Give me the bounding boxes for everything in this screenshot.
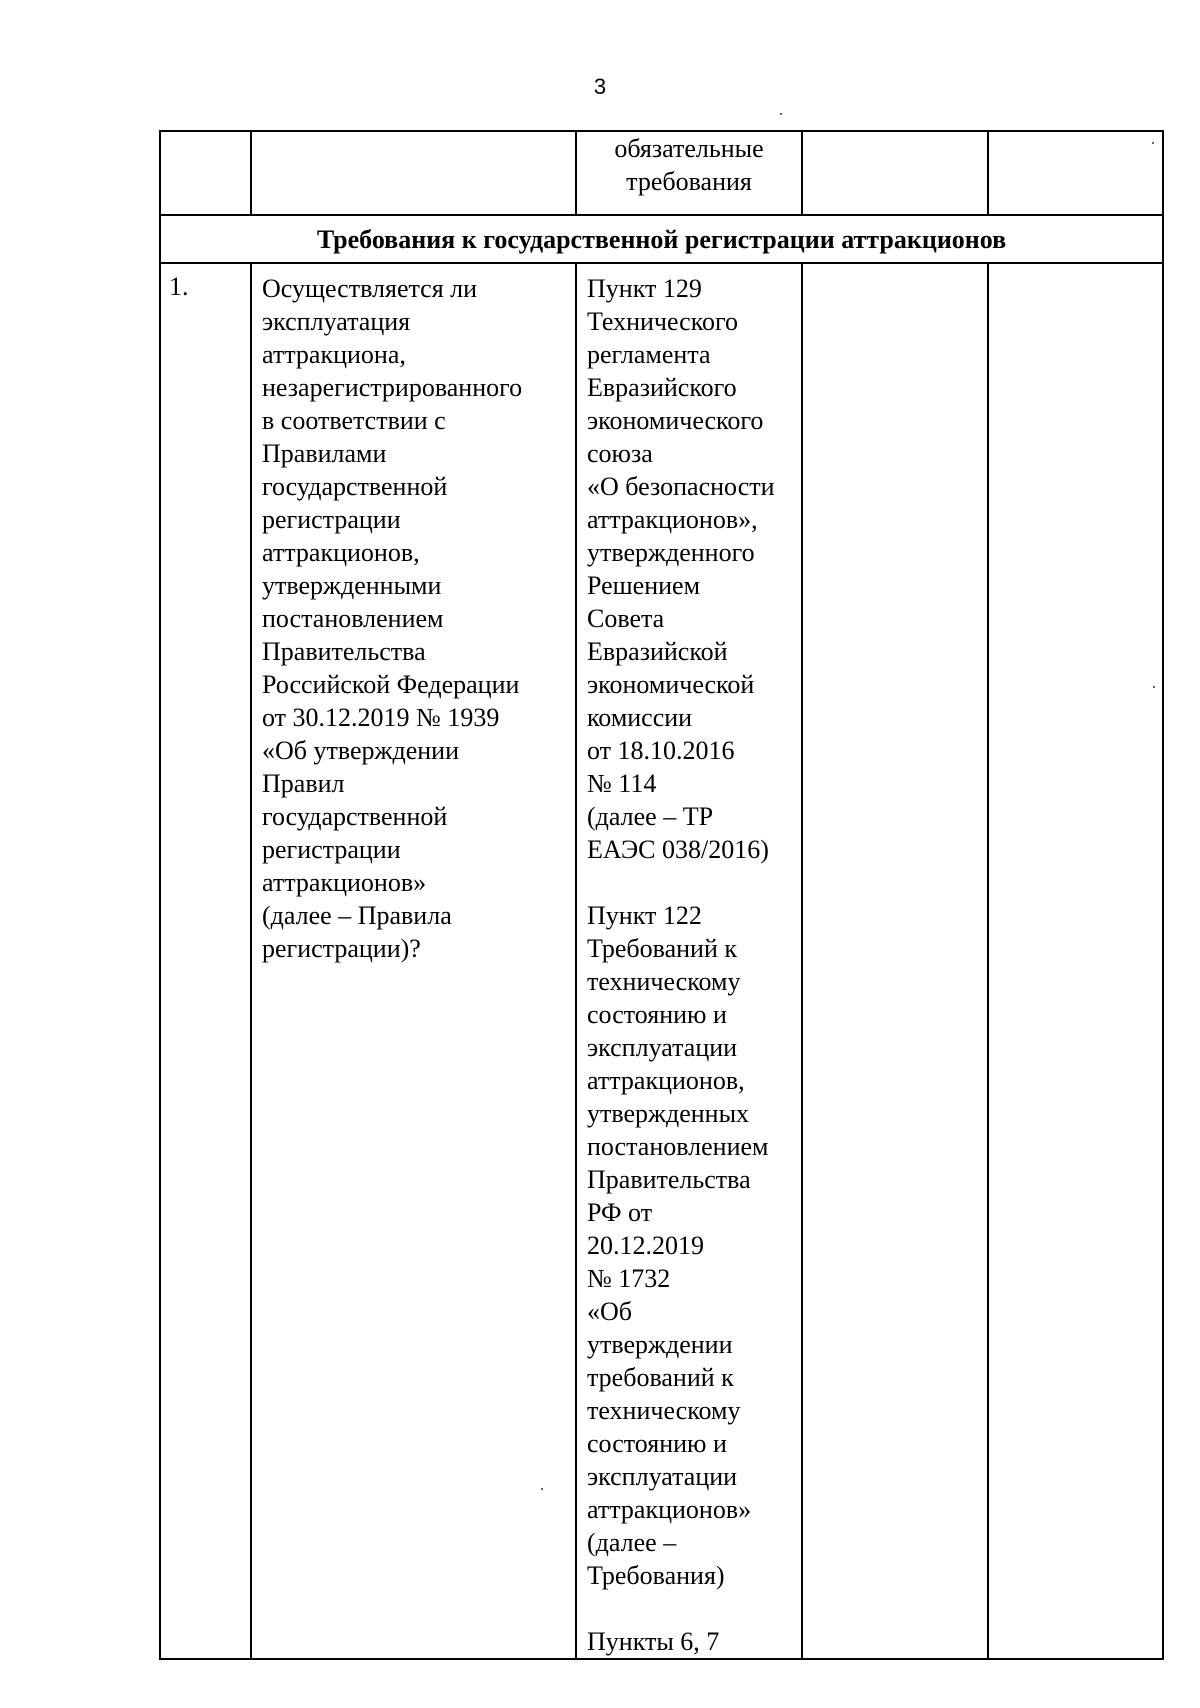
cell-col1 xyxy=(160,131,251,215)
row-number: 1. xyxy=(169,272,189,301)
cell-col2 xyxy=(251,131,576,215)
table-row-continuation xyxy=(160,131,1163,215)
page-number: 3 xyxy=(593,74,607,99)
cell-col5 xyxy=(988,131,1163,215)
question-text: Осуществляется ли эксплуатация аттракциона, незарегистрированного в соответствии с Правилами государственной регистрации аттракционов, утвержденными постановлением Правительства Российской Федерации от 30.12.2019 № 1939 «Об утверждении Правил государственной регистрации аттракционов» (далее – Правила регистрации)? xyxy=(262,274,523,963)
cell-col3 xyxy=(576,131,802,215)
cell-col4 xyxy=(802,131,988,215)
question-cell xyxy=(251,263,576,1659)
scan-speck xyxy=(1153,686,1155,688)
cell-col4 xyxy=(802,263,988,1659)
section-title: Требования к государственной регистрации аттракционов xyxy=(160,215,1163,263)
requirements-cell xyxy=(576,263,802,1659)
scan-speck xyxy=(780,113,782,115)
scan-speck xyxy=(541,1488,543,1490)
table-row-section-header xyxy=(160,215,1163,263)
requirements-table xyxy=(159,130,1164,1660)
row-number-cell xyxy=(160,263,251,1659)
scan-speck xyxy=(1152,142,1154,144)
table-row xyxy=(160,263,1163,1659)
requirements-text: Пункт 129 Технического регламента Евразийского экономического союза «О безопасности аттракционов», утвержденного Решением Совета Евразийской экономической комиссии от 18.10.2016 № 114 (далее – ТР ЕАЭС 038/2016) Пункт 122 Требований к техническому состоянию и эксплуатации аттракционов, утвержденных постановлением Правительства РФ от 20.12.2019 № 1732 «Об утверждении требований к техническому состоянию и эксплуатации аттракционов» (далее – Требования) Пункты 6, 7 xyxy=(587,274,775,1656)
mandatory-requirements-text: обязательные требования xyxy=(614,134,764,196)
cell-col5 xyxy=(988,263,1163,1659)
